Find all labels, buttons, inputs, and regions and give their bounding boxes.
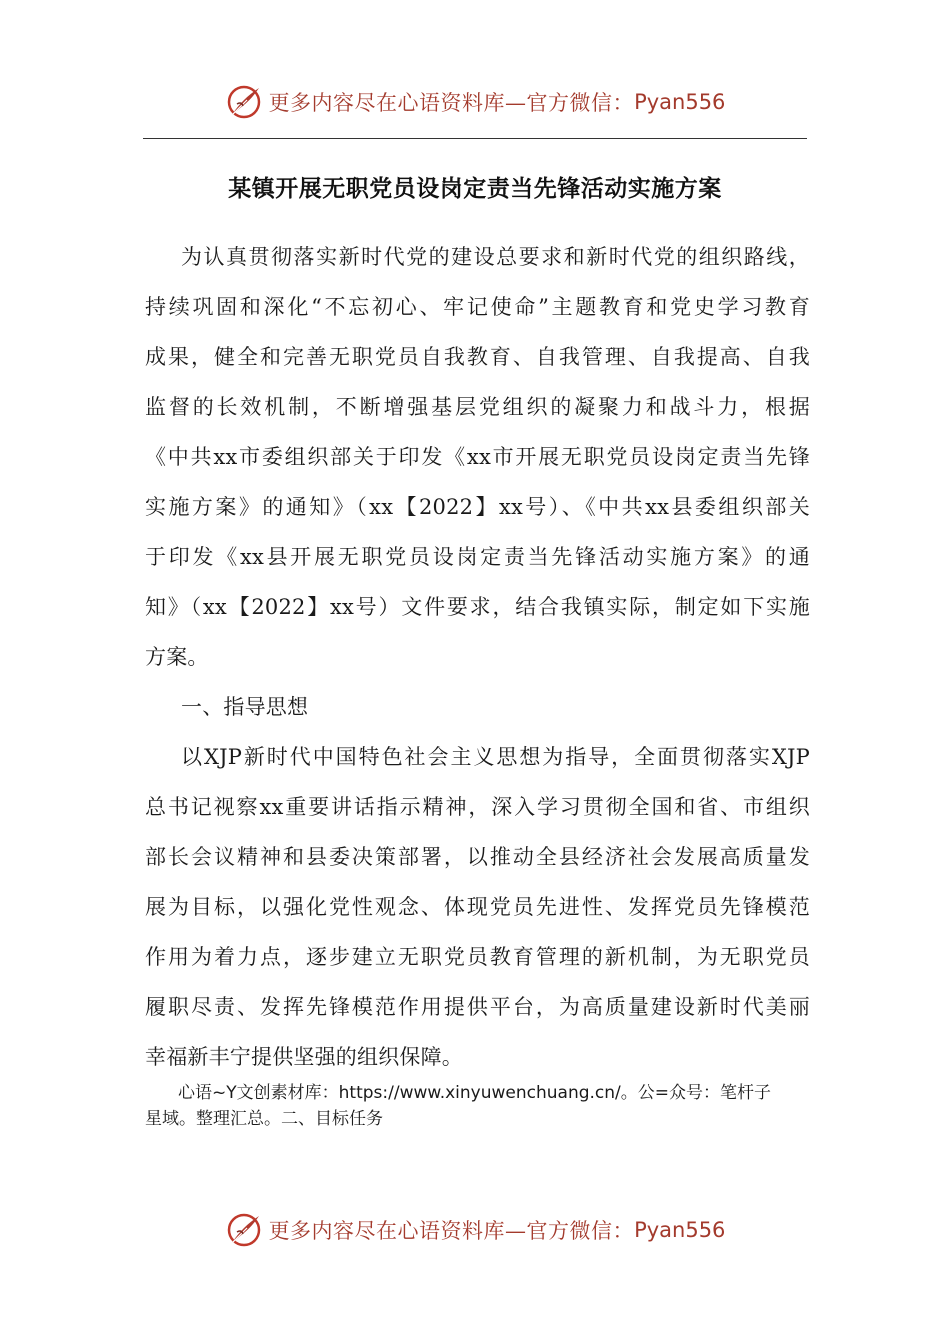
paragraph-line: 于印发《xx县开展无职党员设岗定责当先锋活动实施方案》的通 — [145, 545, 810, 569]
header-divider — [143, 138, 807, 139]
source-note-line: 心语~Y文创素材库：https://www.xinyuwenchuang.cn/。公=众号：笔杆子 — [178, 1083, 772, 1103]
paragraph-line: 为认真贯彻落实新时代党的建设总要求和新时代党的组织路线， — [181, 245, 810, 269]
quill-logo-icon — [225, 83, 263, 121]
paragraph-line: 作用为着力点，逐步建立无职党员教育管理的新机制，为无职党员 — [145, 945, 810, 969]
paragraph-line: 以XJP新时代中国特色社会主义思想为指导，全面贯彻落实XJP — [181, 745, 810, 769]
paragraph-line: 展为目标，以强化党性观念、体现党员先进性、发挥党员先锋模范 — [145, 895, 810, 919]
watermark-text: 更多内容尽在心语资料库—官方微信： — [268, 91, 635, 115]
paragraph-line: 实施方案》的通知》（xx【2022】xx号）、《中共xx县委组织部关 — [145, 495, 810, 519]
paragraph-line: 知》（xx【2022】xx号）文件要求，结合我镇实际，制定如下实施 — [145, 595, 810, 619]
paragraph-line: 持续巩固和深化“不忘初心、牢记使命”主题教育和党史学习教育 — [145, 295, 810, 319]
header-watermark — [0, 80, 950, 124]
paragraph-line: 幸福新丰宁提供坚强的组织保障。 — [145, 1045, 463, 1069]
page-title: 某镇开展无职党员设岗定责当先锋活动实施方案 — [228, 176, 722, 202]
paragraph-line: 方案。 — [145, 645, 209, 669]
watermark-text: 更多内容尽在心语资料库—官方微信： — [268, 1219, 635, 1243]
section-heading: 一、指导思想 — [181, 695, 309, 719]
paragraph-line: 履职尽责、发挥先锋模范作用提供平台，为高质量建设新时代美丽 — [145, 995, 810, 1019]
watermark-wechat-id: Pyan556 — [634, 90, 726, 114]
quill-logo-icon — [225, 1211, 263, 1249]
paragraph-line: 《中共xx市委组织部关于印发《xx市开展无职党员设岗定责当先锋 — [145, 445, 810, 469]
paragraph-line: 总书记视察xx重要讲话指示精神，深入学习贯彻全国和省、市组织 — [145, 795, 810, 819]
footer-watermark — [0, 1208, 950, 1252]
paragraph-line: 部长会议精神和县委决策部署，以推动全县经济社会发展高质量发 — [145, 845, 810, 869]
paragraph-line: 监督的长效机制，不断增强基层党组织的凝聚力和战斗力，根据 — [145, 395, 810, 419]
watermark-wechat-id: Pyan556 — [634, 1218, 726, 1242]
paragraph-line: 成果，健全和完善无职党员自我教育、自我管理、自我提高、自我 — [145, 345, 810, 369]
source-note-line: 星域。整理汇总。二、目标任务 — [145, 1109, 383, 1129]
